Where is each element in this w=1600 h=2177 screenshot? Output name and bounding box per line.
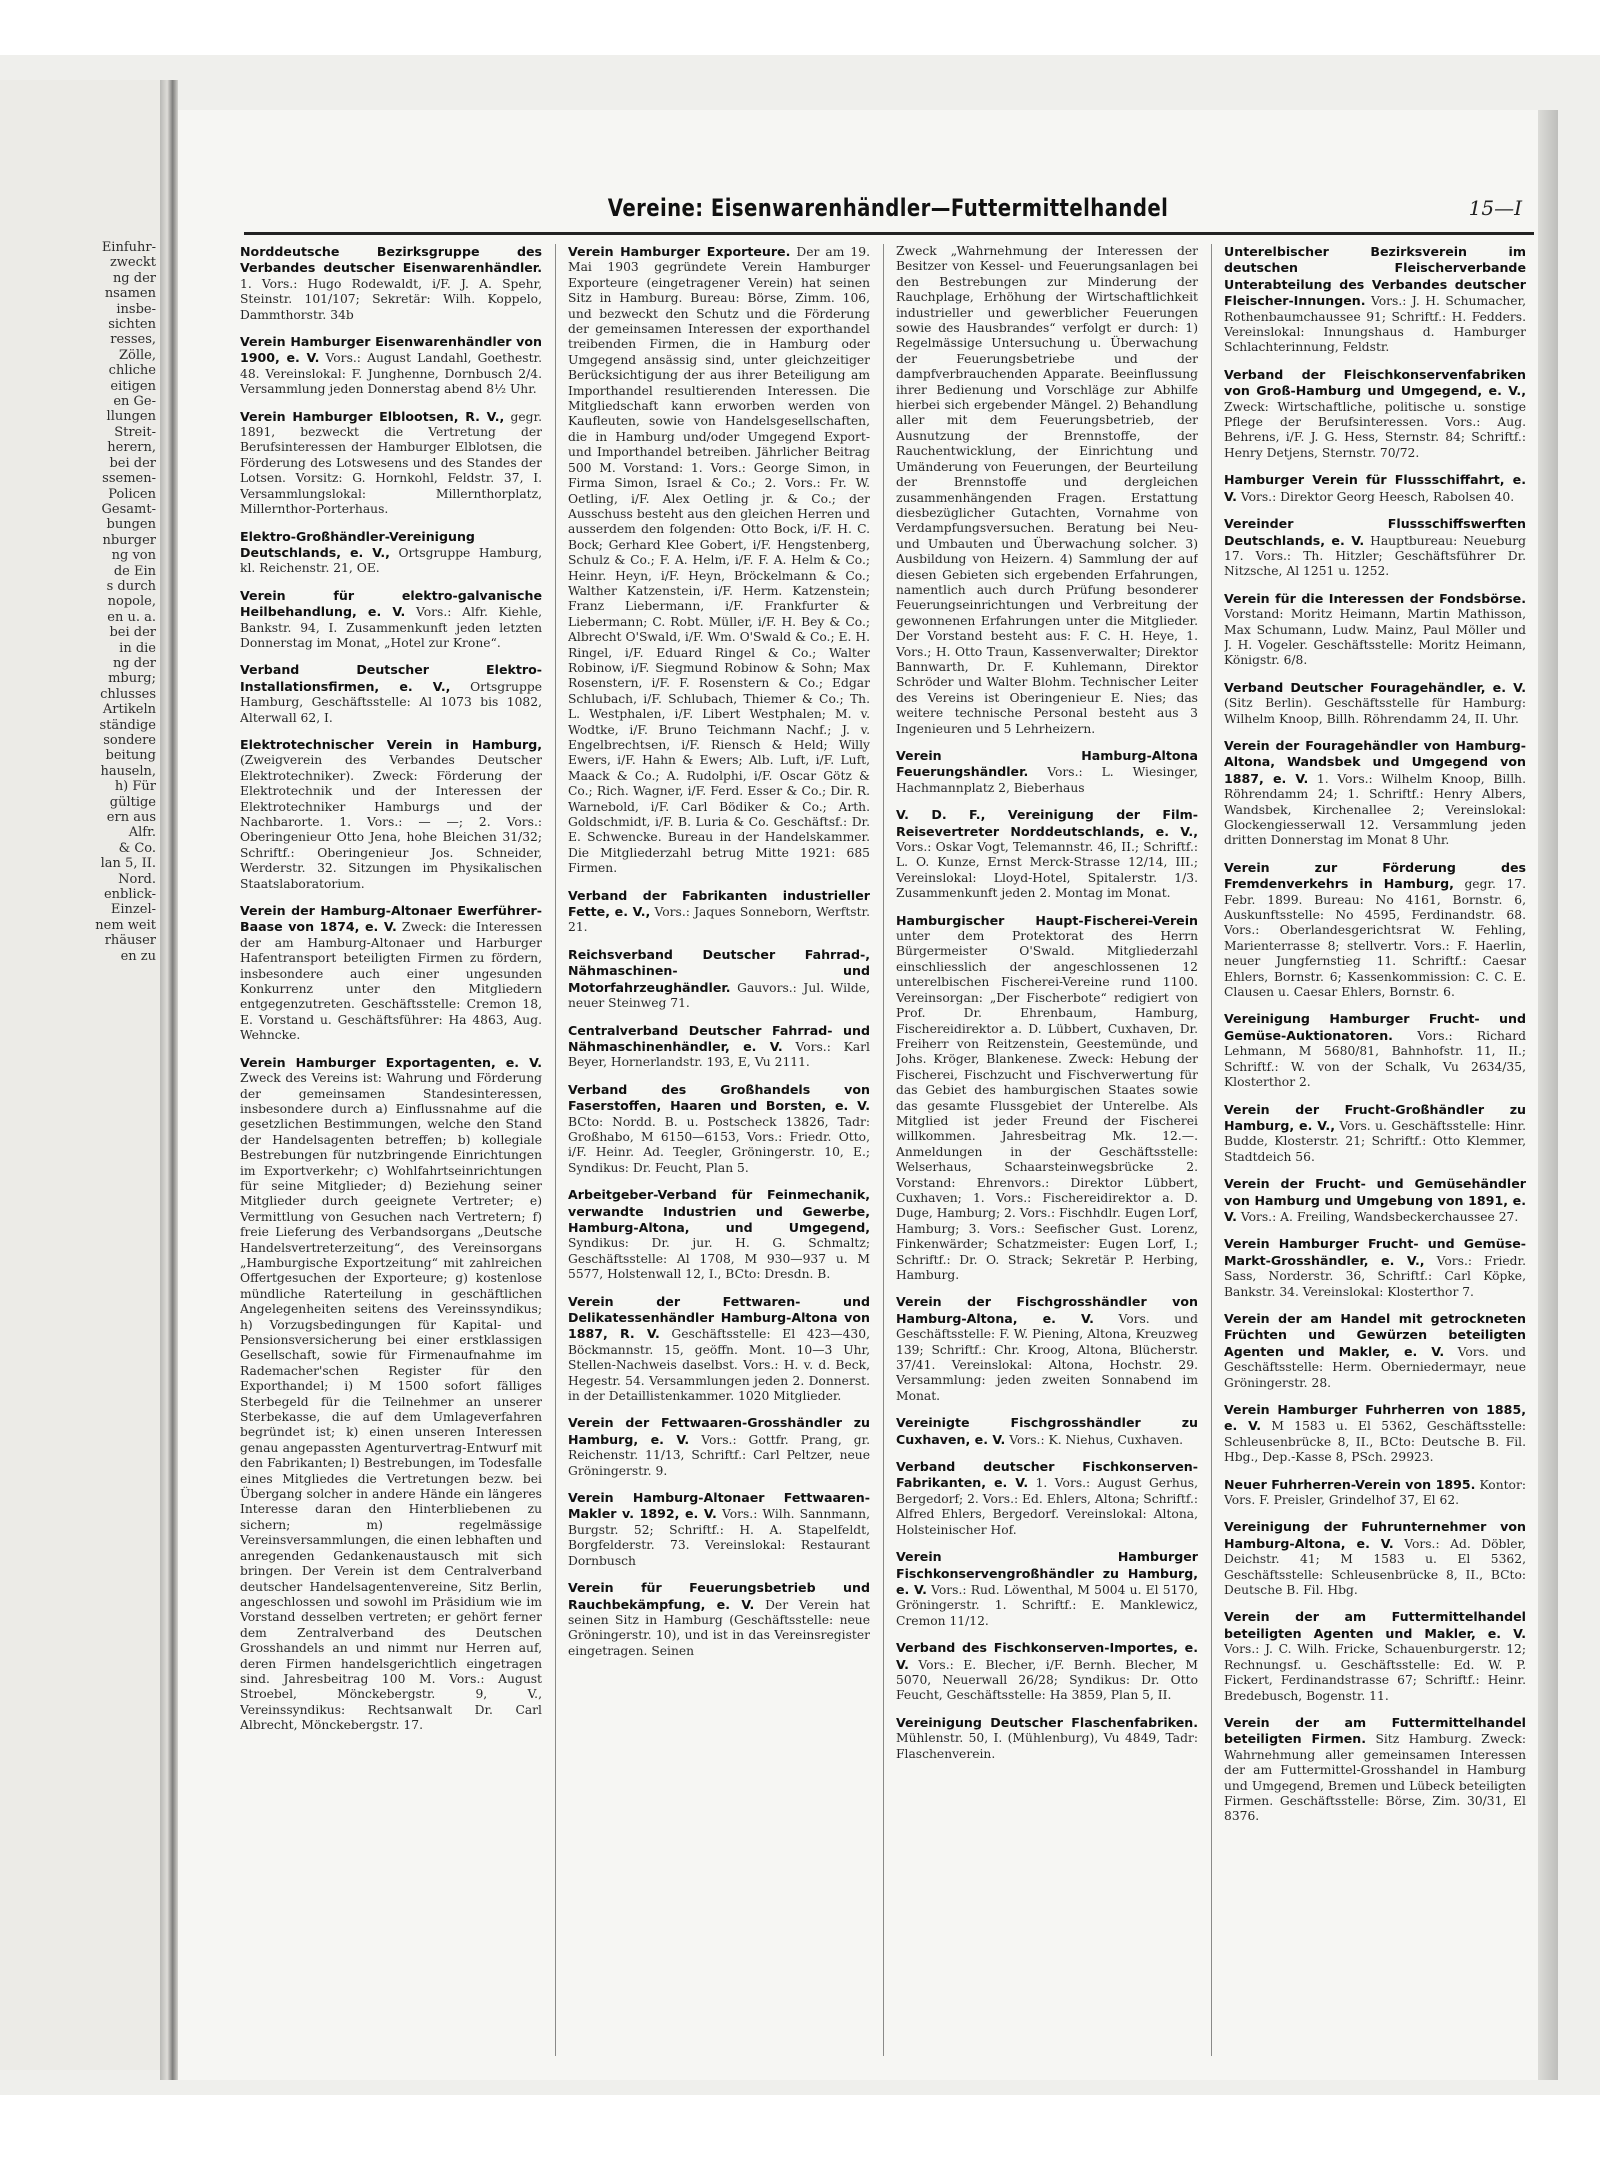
entry-body: Geschäftsstelle: El 423—430, Böckmannstr. 15, geöffn. Mont. 10—3 Uhr, Stellen-Nachweis daselbst. Vors.: H. v. d. Beck, Hegestr. 54. Versammlungen jeden 2. Donnerst. in der Detaillistenkammer. 1020 Mitglieder. (568, 1327, 870, 1404)
entry-name: Elektrotechnischer Verein in Hamburg, (240, 736, 542, 752)
entry-body: Vors.: Wilh. Sannmann, Burgstr. 52; Schriftf.: H. A. Stapelfeldt, Borgfelderstr. 73. Vereinslokal: Restaurant Dornbusch (568, 1507, 870, 1568)
entry-body: Vors.: Richard Lehmann, M 5680/81, Bahnhofstr. 11, II.; Schriftf.: W. von der Schalk, Vu 2634/35, Klosterthor 2. (1224, 1028, 1526, 1090)
entry-body: Ortsgruppe Hamburg, Geschäftsstelle: Al 1073 bis 1082, Alterwall 62, I. (240, 679, 542, 725)
directory-entry (1224, 1102, 1526, 1166)
directory-entry (896, 1549, 1198, 1629)
entry-body: gegr. 17. Febr. 1899. Bureau: No 4161, Bornstr. 6, Auskunftsstelle: No 4595, Ferdinandstr. 68. Vors.: Oberlandesgerichtsrat W. Fehling, Marienterrasse 8; stellvertr. Vors.: F. Haerlin, neuer Jungfernstieg 11. Schriftf.: Caesar Ehlers, Bornstr. 6; Kassenkommission: C. C. E. Clausen u. Caesar Ehlers, Bornstr. 6. (1224, 877, 1526, 1000)
entry-body: Der Verein hat seinen Sitz in Hamburg (Geschäftsstelle: neue Gröningerstr. 10), und ist in das Vereinsregister eingetragen. Seinen (568, 1597, 870, 1658)
entry-name: Verband des Fischkonserven-Importes, e. V. (896, 1640, 1198, 1672)
entry-name: Neuer Fuhrherren-Verein von 1895. (1224, 1476, 1476, 1492)
directory-entry (1224, 680, 1526, 727)
directory-entry (1224, 1609, 1526, 1703)
entry-name: Verein der am Futtermittelhandel beteiligten Firmen. (1224, 1714, 1526, 1747)
entry-name: Verein der Fischgrosshändler von Hamburg-Altona, e. V. (896, 1294, 1198, 1326)
entry-name: Vereinigung Hamburger Frucht- und Gemüse-Auktionatoren. (1224, 1011, 1526, 1043)
column-divider (1211, 244, 1212, 2056)
entry-body: gegr. 1891, bezweckt die Vertretung der Berufsinteressen der Hamburger Elblotsen, die Förderung des Lotswesens und des Standes der Lotsen. Vorsitz: G. Hornkohl, Feldstr. 37, I. Versammlungslokal: Millernthorplatz, Millernthor-Porterhaus. (240, 409, 542, 517)
entry-name: Verein der am Handel mit getrockneten Früchten und Gewürzen beteiligten Agenten und Makler, e. V. (1224, 1310, 1526, 1359)
book-gutter (160, 80, 178, 2080)
entry-body: M 1583 u. El 5362, Geschäftsstelle: Schleusenbrücke 8, II., BCto: Deutsche B. Fil. Hbg., Dep.-Kasse 8, PSch. 29923. (1224, 1419, 1526, 1465)
directory-entry (896, 244, 1198, 737)
page-number: 15—I (1468, 196, 1522, 220)
column-1 (240, 244, 542, 2056)
directory-entry (568, 1580, 870, 1659)
entry-name: Verein der Frucht- und Gemüsehändler von Hamburg und Umgebung von 1891, e. V. (1224, 1176, 1526, 1224)
entry-name: Verband der Fleischkonservenfabriken von Groß-Hamburg und Umgegend, e. V., (1224, 366, 1526, 399)
entry-body: Sitz Hamburg. Zweck: Wahrnehmung aller gemeinsamen Interessen der am Futtermittel-Grosshandel in Hamburg und Umgegend, Bremen und Lübeck beteiligten Firmen. Geschäftsstelle: Börse, Zim. 30/31, El 8376. (1224, 1732, 1526, 1824)
directory-entry (240, 529, 542, 577)
directory-entry (1224, 516, 1526, 580)
entry-name: Verein Hamburger Exporteure. (568, 244, 791, 259)
directory-entry (896, 1459, 1198, 1538)
entry-name: Verein Hamburger Exportagenten, e. V. (240, 1054, 542, 1070)
entry-name: Verein Hamburger Fischkonservengroßhändler zu Hamburg, e. V. (896, 1549, 1198, 1597)
entry-name: Verein für Feuerungsbetrieb und Rauchbekämpfung, e. V. (568, 1580, 870, 1612)
entry-name: Verein Hamburger Elblootsen, R. V., (240, 408, 505, 424)
directory-entry (240, 903, 542, 1044)
directory-entry (896, 1715, 1198, 1762)
entry-name: Norddeutsche Bezirksgruppe des Verbandes deutscher Eisenwarenhändler. (240, 244, 542, 276)
entry-body: Vors.: Ad. Döbler, Deichstr. 41; M 1583 u. El 5362, Geschäftsstelle: Schleusenbrücke 8, II., BCto: Deutsche B. Fil. Hbg. (1224, 1536, 1526, 1598)
entry-body: unter dem Protektorat des Herrn Bürgermeister O'Swald. Mitgliederzahl einschliesslich der angeschlossenen 12 unterelbischen Fischerei-Vereine rund 1100. Vereinsorgan: „Der Fischerbote“ redigiert von Prof. Dr. Ehrenbaum, Hamburg, Fischereidirektor a. D. Lübbert, Cuxhaven, Dr. Freiherr von Reitzenstein, Geestemünde, und Johs. Kröger, Blankenese. Zweck: Hebung der Fischerei, Fischzucht und Fischverwertung für das Gebiet des hamburgischen Staates sowie das gesamte Flussgebiet der Unterelbe. Als Mitglied ist jeder Freund der Fischerei willkommen. Jahresbeitrag Mk. 12.—. Anmeldungen in der Geschäftsstelle: Welserhaus, Schaarsteinwegsbrücke 2. Vorstand: Ehrenvors.: Direktor Lübbert, Cuxhaven; 1. Vors.: Fischereidirektor a. D. Duge, Hamburg; 2. Vors.: Fischhdlr. Eugen Lorf, Hamburg; 3. Vors.: Seefischer Gust. Lorenz, Finkenwärder; Schatzmeister: Eugen Lorf, I.; Schriftf.: Dr. O. Strack; Sekretär P. Herbing, Hamburg. (896, 929, 1198, 1282)
directory-entry (896, 807, 1198, 901)
entry-body: Vors.: Gottfr. Prang, gr. Reichenstr. 11/13, Schriftf.: Carl Peltzer, neue Gröningerstr. 9. (568, 1432, 870, 1478)
entry-body: Vors.: Karl Beyer, Hornerlandstr. 193, E, Vu 2111. (568, 1039, 870, 1070)
entry-body: Ortsgruppe Hamburg, kl. Reichenstr. 21, OE. (240, 545, 542, 576)
entry-body: Zweck des Vereins ist: Wahrung und Förderung der gemeinsamen Standesinteressen, insbesondere durch a) Einflussnahme auf die gesetzlichen Bestimmungen, welche den Stand der Handelsagenten betreffen; b) kollegiale Bestrebungen für nutzbringende Einrichtungen im Exportverkehr; c) Wohlfahrtseinrichtungen für seine Mitglieder; d) Beziehung seiner Mitglieder durch geeignete Vertreter; e) Vermittlung von Gesuchen nach Vertretern; f) freie Lieferung des Verbandsorgans „Deutsche Handelsvertreterzeitung“, des Vereinsorgans „Hamburgische Exportzeitung“ mit zahlreichen Offertgesuchen der Exporteure; g) kostenlose mündliche Raterteilung in geschäftlichen Angelegenheiten seitens des Vereinssyndikus; h) Vorzugsbedingungen für Kapital- und Pensionsversicherung bei einer erstklassigen Gesellschaft, sowie für Firmenaufnahme im Rademacher'schen Register für den Exporthandel; i) M 1500 sofort fälliges Sterbegeld für die Teilnehmer an unserer Sterbekasse, die auf dem Umlageverfahren begründet ist; k) einen unseren Interessen genau angepassten Agenturvertrag-Entwurf mit den Fabrikanten; l) Bestrebungen, im Todesfalle eines Mitgliedes die Vertretungen bezw. bei Übergang solcher in andere Hände ein längeres Interesse daran den Hinterbliebenen zu sichern; m) regelmässige Vereinsversammlungen, die einen lebhaften und anregenden Gedankenaustausch mit sich bringen. Der Verein ist dem Centralverband deutscher Handelsagentenvereine, Sitz Berlin, angeschlossen und sowohl im Präsidium wie im Vorstand desselben vertreten; er gehört ferner dem Zentralverband des Deutschen Grosshandels an und nimmt nur Herren auf, deren Firmen handelsgerichtlich eingetragen sind. Jahresbeitrag 100 M. Vors.: August Stroebel, Mönckebergstr. 9, V., Vereinssyndikus: Rechtsanwalt Dr. Carl Albrecht, Mönckebergstr. 17. (240, 1071, 542, 1733)
column-3 (896, 244, 1198, 2056)
entry-body: Vors.: J. H. Schumacher, Rothenbaumchaussee 91; Schriftf.: H. Fedders. Vereinslokal: Innungshaus d. Hamburger Schlachterinnung, Feldstr. (1224, 294, 1526, 355)
entry-name: Verein der Fouragehändler von Hamburg-Altona, Wandsbek und Umgegend von 1887, e. V. (1224, 737, 1526, 786)
directory-entry (240, 662, 542, 726)
entry-body: Vors.: K. Niehus, Cuxhaven. (1009, 1432, 1184, 1447)
directory-entry (1224, 244, 1526, 356)
entry-body: Zweck: Wirtschaftliche, politische u. sonstige Pflege der Berufsinteressen. Vors.: Aug. Behrens, i/F. J. G. Hess, Sternstr. 84; Schriftf.: Henry Detjens, Sternstr. 70/72. (1224, 399, 1526, 460)
entry-name: Verband Deutscher Elektro-Installationsfirmen, e. V., (240, 662, 542, 694)
entry-body: Zweck: die Interessen der am Hamburg-Altonaer und Harburger Hafentransport beteiligten Firmen zu fördern, insbesondere auch einer ungesunden Konkurrenz unter den Mitgliedern entgegenzutreten. Geschäftsstelle: Cremon 18, E. Vorstand u. Geschäftsführer: Ha 4863, Aug. Wehncke. (240, 920, 542, 1043)
entry-body: Der am 19. Mai 1903 gegründete Verein Hamburger Exporteure (eingetragener Verein) hat seinen Sitz in Hamburg. Bureau: Börse, Zimm. 106, und bezweckt den Schutz und die Förderung der gemeinsamen Interessen der exporthandel treibenden Firmen, die in Hamburg oder Umgegend ansässig sind, unter gleichzeitiger Berücksichtigung der aus ihrer Beteiligung am Importhandel resultierenden Interessen. Die Mitgliedschaft kann erworben werden von Kaufleuten, sowie von Handelsgesellschaften, die in Hamburg und/oder Umgegend Export- und Importhandel betreiben. Jährlicher Beitrag 500 M. Vorstand: 1. Vors.: George Simon, in Firma Simon, Israel & Co.; 2. Vors.: Fr. W. Oetling, i/F. Alex Oetling jr. & Co.; der Ausschuss besteht aus den gleichen Herren und ausserdem den folgenden: Otto Bock, i/F. H. C. Bock; Gerhard Klee Gobert, i/F. Hengstenberg, Schulz & Co.; F. A. Helm, i/F. F. A. Helm & Co.; Heinr. Heyn, i/F. Heyn, Bröckelmann & Co.; Walther Katzenstein, i/F. Herm. Katzenstein; Franz Liebermann, i/F. Frankfurter & Liebermann; C. Robt. Müller, i/F. H. Bey & Co.; Albrecht O'Swald, i/F. Wm. O'Swald & Co.; E. H. Ringel, i/F. Eduard Ringel & Co.; Walter Robinow, i/F. Siegmund Robinow & Sohn; Max Rosenstern, i/F. F. Rosenstern & Co.; Edgar Schlubach, i/F. Schlubach, Thiemer & Co.; Th. L. Westphalen, i/F. Libert Westphalen; M. v. Wodtke, i/F. Bruno Teichmann Nachf.; J. v. Engelbrechtsen, i/F. Riensch & Held; Willy Ewers, i/F. Hahn & Ewers; Alb. Luft, i/F. Luft, Maack & Co.; A. Rudolphi, i/F. Oscar Götz & Co.; Rich. Wagner, i/F. Ferd. Esser & Co.; Dir. R. Warnebold, i/F. Carl Bödiker & Co.; Arth. Goldschmidt, i/F. B. Luria & Co. Geschäftsf.: Dr. E. Schwencke. Bureau in der Handelskammer. Die Mitgliederzahl betrug Mitte 1921: 685 Firmen. (568, 245, 870, 876)
directory-entry (568, 1415, 870, 1479)
directory-entry (568, 1294, 870, 1405)
page-header (248, 188, 1528, 228)
entry-body: Vors.: Oskar Vogt, Telemannstr. 46, II.; Schriftf.: L. O. Kunze, Ernst Merck-Strasse 12/14, III.; Vereinslokal: Lloyd-Hotel, Spitalerstr. 1/3. Zusammenkunft jeden 2. Montag im Monat. (896, 840, 1198, 901)
entry-name: V. D. F., Vereinigung der Film-Reisevertreter Norddeutschlands, e. V., (896, 807, 1198, 839)
entry-body: Vors. und Geschäftsstelle: F. W. Piening, Altona, Kreuzweg 139; Schriftf.: Chr. Kroog, Altona, Blücherstr. 37/41. Vereinslokal: Altona, Hochstr. 29. Versammlung: jeden zweiten Sonnabend im Monat. (896, 1311, 1198, 1403)
entry-name: Elektro-Großhändler-Vereinigung Deutschlands, e. V., (240, 528, 475, 560)
entry-body: 1. Vors.: Hugo Rodewaldt, i/F. J. A. Spehr, Steinstr. 101/107; Sekretär: Wilh. Koppelo, Dammthorstr. 34b (240, 276, 542, 322)
entry-body: BCto: Nordd. B. u. Postscheck 13826, Tadr: Großhabo, M 6150—6153, Vors.: Friedr. Otto, i/F. Heinr. Ad. Teegler, Gröningerstr. 10, E.; Syndikus: Dr. Feucht, Plan 5. (568, 1114, 870, 1175)
directory-entry (568, 888, 870, 936)
entry-name: Verein der Fettwaaren-Grosshändler zu Hamburg, e. V. (568, 1415, 870, 1447)
entry-name: Vereinigung der Fuhrunternehmer von Hamburg-Altona, e. V. (1224, 1519, 1526, 1551)
directory-entry (568, 244, 870, 877)
entry-name: Verband Deutscher Fouragehändler, e. V. (1224, 679, 1526, 695)
entry-body: Vors.: J. C. Wilh. Fricke, Schauenburgerstr. 12; Rechnungsf. u. Geschäftsstelle: Ed. W. P. Fickert, Ferdinandstrasse 67; Schriftf.: Heinr. Bredebusch, Bogenstr. 11. (1224, 1642, 1526, 1703)
directory-entry (896, 748, 1198, 796)
directory-entry (1224, 472, 1526, 505)
header-rule (244, 232, 1534, 235)
entry-body: Vors.: Direktor Georg Heesch, Rabolsen 40. (1240, 489, 1515, 504)
entry-name: Verein für die Interessen der Fondsbörse. (1224, 590, 1526, 606)
directory-entry (240, 1055, 542, 1734)
directory-entry (1224, 1011, 1526, 1090)
directory-entry (1224, 1176, 1526, 1225)
previous-page-edge (0, 80, 160, 2070)
entry-body: Kontor: Vors. F. Preisler, Grindelhof 37, El 62. (1224, 1477, 1526, 1508)
entry-body: Vors.: A. Freiling, Wandsbeckerchaussee 27. (1240, 1209, 1519, 1224)
entry-body: Vors. und Geschäftsstelle: Herm. Oberniedermayr, neue Gröningerstr. 28. (1224, 1344, 1526, 1390)
directory-entry (568, 1187, 870, 1282)
directory-entry (1224, 1519, 1526, 1598)
entry-name: Verein Hamburg-Altonaer Fettwaaren-Makler v. 1892, e. V. (568, 1490, 870, 1522)
directory-entry (1224, 1311, 1526, 1391)
entry-name: Unterelbischer Bezirksverein im deutschen Fleischerverbande Unterabteilung des Verbandes deutscher Fleischer-Innungen. (1224, 244, 1526, 309)
entry-body: Vors.: August Landahl, Goethestr. 48. Vereinslokal: F. Junghenne, Dornbusch 2/4. Versammlung jeden Donnerstag abend 8½ Uhr. (240, 351, 542, 397)
directory-entry (1224, 367, 1526, 461)
entry-body: Vorstand: Moritz Heimann, Martin Mathisson, Max Schumann, Ludw. Mainz, Paul Möller und J. H. Vogeler. Geschäftsstelle: Moritz Heimann, Königstr. 6/8. (1224, 607, 1526, 668)
page-title: Vereine: Eisenwarenhändler—Futtermittelhandel (607, 194, 1169, 222)
entry-body: Vors.: Alfr. Kiehle, Bankstr. 94, I. Zusammenkunft jeden letzten Donnerstag im Monat, „Hotel zur Krone“. (240, 605, 542, 650)
directory-entry (1224, 860, 1526, 1001)
entry-body: Hauptbureau: Neueburg 17. Vors.: Th. Hitzler; Geschäftsführer Dr. Nitzsche, Al 1251 u. 1252. (1224, 533, 1526, 579)
column-2 (568, 244, 870, 2056)
entry-body: Vors.: Jaques Sonneborn, Werftstr. 21. (568, 905, 870, 935)
entry-name: Reichsverband Deutscher Fahrrad-, Nähmaschinen- und Motorfahrzeughändler. (568, 946, 870, 995)
directory-entry (1224, 591, 1526, 669)
column-divider (555, 244, 556, 2056)
entry-name: Hamburgischer Haupt-Fischerei-Verein (896, 912, 1198, 928)
directory-entry (896, 1640, 1198, 1704)
directory-entry (240, 244, 542, 323)
entry-name: Arbeitgeber-Verband für Feinmechanik, verwandte Industrien und Gewerbe, Hamburg-Altona, und Umgegend, (568, 1187, 870, 1235)
directory-entry (240, 409, 542, 518)
directory-entry (568, 1490, 870, 1569)
entry-name: Verein der Frucht-Großhändler zu Hamburg, e. V., (1224, 1101, 1526, 1133)
entry-name: Verein Hamburg-Altona Feuerungshändler. (896, 748, 1198, 780)
entry-name: Verband deutscher Fischkonserven-Fabrikanten, e. V. (896, 1459, 1198, 1491)
directory-entry (240, 737, 542, 892)
entry-name: Hamburger Verein für Flussschiffahrt, e. V. (1224, 472, 1526, 504)
entry-name: Verein der am Futtermittelhandel beteiligten Agenten und Makler, e. V. (1224, 1609, 1526, 1641)
previous-page-text: Einfuhr- zweckt ng der nsamen insbe- sichten resses, Zölle, chliche eitigen en Ge- llungen Streit- herern, bei der ssemen- Policen Gesamt- bungen nburger ng von de Ein s durch nopole, en u. a. bei der in die ng der mburg; chlusses Artikeln ständige sondere beitung hauseln, h) Für gültige ern aus Alfr. & Co. lan 5, II. Nord. enblick- Einzel- nem weit rhäuser en zu (95, 240, 156, 964)
directory-entry (896, 913, 1198, 1284)
page-edge (1538, 110, 1558, 2080)
entry-name: Centralverband Deutscher Fahrrad- und Nähmaschinenhändler, e. V. (568, 1022, 870, 1054)
entry-name: Verein Hamburger Fuhrherren von 1885, e. V. (1224, 1402, 1526, 1434)
directory-entry (240, 588, 542, 652)
entry-name: Verband der Fabrikanten industrieller Fette, e. V., (568, 887, 870, 920)
entry-name: Vereinigung Deutscher Flaschenfabriken. (896, 1714, 1198, 1730)
page (178, 110, 1538, 2080)
entry-name: Vereinigte Fischgrosshändler zu Cuxhaven, e. V. (896, 1415, 1198, 1447)
entry-body: Zweck „Wahrnehmung der Interessen der Besitzer von Kessel- und Feuerungsanlagen bei den Bestrebungen zur Minderung der Rauchplage, Erhöhung der Wirtschaftlichkeit industrieller und gewerblicher Feuerungen sowie des Hausbrandes“ verfolgt er durch: 1) Regelmässige Untersuchung u. Überwachung der Feuerungsbetriebe und der dampfverbrauchenden Apparate. Beeinflussung ihrer Bedienung und Vorschläge zur Abhilfe hierbei sich ergebender Mängel. 2) Behandlung aller mit dem Feuerungsbetrieb, der Ausnutzung der Brennstoffe, der Rauchentwicklung, der Einrichtung und Umänderung von Feuerungen, der Beurteilung der Brennstoffe und dergleichen zusammenhängenden Fragen. Erstattung diesbezüglicher Gutachten, Vornahme von Verdampfungsversuchen. Beratung bei Neu- und Umbauten und Überwachung solcher. 3) Ausbildung von Heizern. 4) Sammlung der auf diesen Gebieten sich ergebenden Erfahrungen, namentlich auch durch Prüfung besonderer Feuerungseinrichtungen und Verbreitung der gewonnenen Erfahrungen unter die Mitglieder. Der Vorstand besteht aus: F. C. H. Heye, 1. Vors.; H. Otto Traun, Kassenverwalter; Direktor Bannwarth, Dr. F. Kuhlemann, Direktor Schröder und Walter Blohm. Technischer Leiter des Vereins ist Oberingenieur E. Nies; das weitere technische Personal besteht aus 3 Ingenieuren und 5 Lehrheizern. (896, 244, 1198, 736)
directory-entry (568, 1082, 870, 1176)
entry-name: Verein für elektro-galvanische Heilbehandlung, e. V. (240, 587, 542, 620)
entry-name: Vereinder Flussschiffswerften Deutschlands, e. V. (1224, 516, 1526, 548)
directory-entry (896, 1415, 1198, 1448)
entry-body: Mühlenstr. 50, I. (Mühlenburg), Vu 4849, Tadr: Flaschenverein. (896, 1731, 1198, 1761)
columns (240, 244, 1538, 2056)
entry-name: Verein der Fettwaren- und Delikatessenhändler Hamburg-Altona von 1887, R. V. (568, 1293, 870, 1342)
column-divider (883, 244, 884, 2056)
directory-entry (896, 1294, 1198, 1404)
entry-name: Verein Hamburger Frucht- und Gemüse-Markt-Grosshändler, e. V., (1224, 1236, 1526, 1268)
entry-body: 1. Vors.: Wilhelm Knoop, Billh. Röhrendamm 24; 1. Schriftf.: Henry Albers, Wandsbek, Kirchenallee 2; Vereinslokal: Glockengiesserwall 12. Versammlung jeden dritten Donnerstag im Monat 8 Uhr. (1224, 771, 1526, 848)
entry-body: Vors.: L. Wiesinger, Hachmannplatz 2, Bieberhaus (896, 765, 1198, 795)
directory-entry (568, 1023, 870, 1071)
entry-body: Vors.: E. Blecher, i/F. Bernh. Blecher, M 5070, Neuerwall 26/28; Syndikus: Dr. Otto Feucht, Geschäftsstelle: Ha 3859, Plan 5, II. (896, 1657, 1198, 1703)
column-4 (1224, 244, 1526, 2056)
entry-name: Verein der Hamburg-Altonaer Ewerführer-Baase von 1874, e. V. (240, 903, 542, 935)
directory-entry (1224, 738, 1526, 849)
entry-body: Vors. u. Geschäftsstelle: Hinr. Budde, Klosterstr. 21; Schriftf.: Otto Klemmer, Stadtdeich 56. (1224, 1118, 1526, 1164)
directory-entry (240, 334, 542, 398)
directory-entry (1224, 1715, 1526, 1825)
entry-body: Vors.: Rud. Löwenthal, M 5004 u. El 5170, Gröningerstr. 1. Schriftf.: E. Manklewicz, Cremon 11/12. (896, 1582, 1198, 1628)
directory-entry (1224, 1402, 1526, 1466)
entry-body: (Sitz Berlin). Geschäftsstelle für Hamburg: Wilhelm Knoop, Billh. Röhrendamm 24, II. Uhr. (1224, 696, 1526, 726)
entry-body: Vors.: Friedr. Sass, Norderstr. 36, Schriftf.: Carl Köpke, Bankstr. 34. Vereinslokal: Klosterthor 7. (1224, 1253, 1526, 1299)
directory-entry (568, 947, 870, 1012)
entry-name: Verband des Großhandels von Faserstoffen, Haaren und Borsten, e. V. (568, 1081, 870, 1114)
entry-name: Verein zur Förderung des Fremdenverkehrs in Hamburg, (1224, 859, 1526, 892)
directory-entry (1224, 1477, 1526, 1509)
entry-body: 1. Vors.: August Gerhus, Bergedorf; 2. Vors.: Ed. Ehlers, Altona; Schriftf.: Alfred Ehlers, Bergedorf. Vereinslokal: Altona, Holsteinischer Hof. (896, 1476, 1198, 1537)
entry-body: (Zweigverein des Verbandes Deutscher Elektrotechniker). Zweck: Förderung der Elektrotechnik und der Interessen der Elektrotechniker Hamburgs und der Nachbarorte. 1. Vors.: — —; 2. Vors.: Oberingenieur Otto Jena, hohe Bleichen 31/32; Schriftf.: Oberingenieur Jos. Schneider, Werderstr. 32. Sitzungen im Physikalischen Staatslaboratorium. (240, 753, 542, 891)
entry-body: Syndikus: Dr. jur. H. G. Schmaltz; Geschäftsstelle: Al 1708, M 930—937 u. M 5577, Holstenwall 12, I., BCto: Dresdn. B. (568, 1236, 870, 1282)
directory-entry (1224, 1236, 1526, 1300)
entry-name: Verein Hamburger Eisenwarenhändler von 1900, e. V. (240, 334, 542, 366)
entry-body: Gauvors.: Jul. Wilde, neuer Steinweg 71. (568, 980, 870, 1011)
